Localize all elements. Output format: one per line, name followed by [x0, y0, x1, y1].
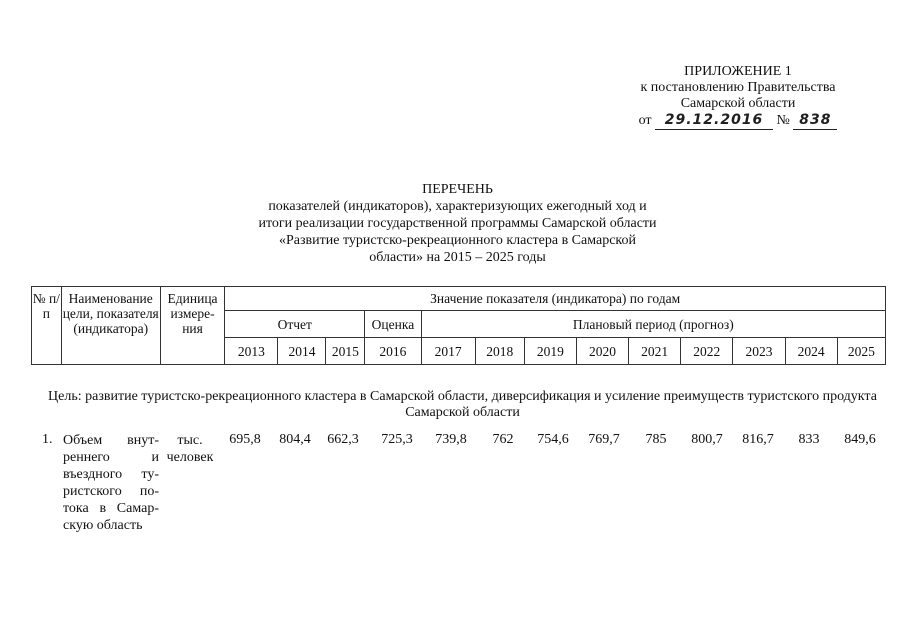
row-1-value-2016: 725,3 [381, 432, 413, 447]
row-1-value-2019: 754,6 [537, 432, 569, 447]
year-2019: 2019 [524, 338, 576, 365]
document-title [200, 181, 715, 266]
row-1-value-2017: 739,8 [435, 432, 467, 447]
title-heading: ПЕРЕЧЕНЬ [422, 182, 493, 197]
number-prefix: № [776, 113, 790, 128]
header-num: № п/п [32, 287, 62, 365]
date-handwritten: 29.12.2016 [664, 112, 764, 128]
number-field [793, 112, 837, 130]
row-1-value-2024: 833 [798, 432, 820, 447]
row-1-name: Объем внут-реннего и въездного ту-ристского по-тока в Самар-скую область [63, 433, 159, 533]
year-2025: 2025 [837, 338, 885, 365]
appendix-date-line [618, 112, 858, 130]
header-estimate: Оценка [365, 311, 421, 338]
title-line-2: итоги реализации государственной программы Самарской области [258, 216, 657, 231]
row-1-value-2020: 769,7 [588, 432, 620, 447]
row-1-value-2013: 695,8 [229, 432, 261, 447]
date-field [655, 112, 773, 130]
year-2015: 2015 [326, 338, 365, 365]
year-2024: 2024 [785, 338, 837, 365]
row-1-unit: тыс. человек [166, 433, 214, 465]
header-plan: Плановый период (прогноз) [421, 311, 885, 338]
row-1-value-2015: 662,3 [327, 432, 359, 447]
header-values: Значение показателя (индикатора) по годам [225, 287, 886, 311]
row-1-value-2022: 800,7 [691, 432, 723, 447]
year-2016: 2016 [365, 338, 421, 365]
row-1-value-2018: 762 [492, 432, 514, 447]
year-2013: 2013 [225, 338, 278, 365]
year-2018: 2018 [475, 338, 524, 365]
row-1-num: 1. [42, 432, 53, 447]
header-report: Отчет [225, 311, 365, 338]
year-2020: 2020 [576, 338, 628, 365]
appendix-title: ПРИЛОЖЕНИЕ 1 [684, 64, 792, 79]
header-unit: Единица измере-ния [160, 287, 224, 365]
row-1-value-2021: 785 [645, 432, 667, 447]
row-1-value-2014: 804,4 [279, 432, 311, 447]
appendix-line-decree: к постановлению Правительства [640, 80, 836, 95]
row-1-value-2023: 816,7 [742, 432, 774, 447]
appendix-block [618, 64, 858, 130]
appendix-line-region: Самарской области [680, 96, 796, 111]
title-line-4: области» на 2015 – 2025 годы [369, 250, 546, 265]
title-line-3: «Развитие туристско-рекреационного кластера в Самарской [278, 233, 637, 248]
year-2023: 2023 [733, 338, 785, 365]
header-name: Наименование цели, показателя (индикатора) [61, 287, 160, 365]
date-prefix: от [638, 113, 652, 128]
year-2014: 2014 [278, 338, 326, 365]
number-handwritten: 838 [799, 112, 832, 128]
indicators-table-header [31, 286, 886, 365]
title-line-1: показателей (индикаторов), характеризующих ежегодный ход и [268, 199, 647, 214]
year-2017: 2017 [421, 338, 475, 365]
row-1-value-2025: 849,6 [844, 432, 876, 447]
year-2021: 2021 [629, 338, 681, 365]
goal-text: Цель: развитие туристско-рекреационного кластера в Самарской области, диверсификация и усиление преимуществ туристского продукта Самарской области [48, 389, 877, 420]
year-2022: 2022 [681, 338, 733, 365]
